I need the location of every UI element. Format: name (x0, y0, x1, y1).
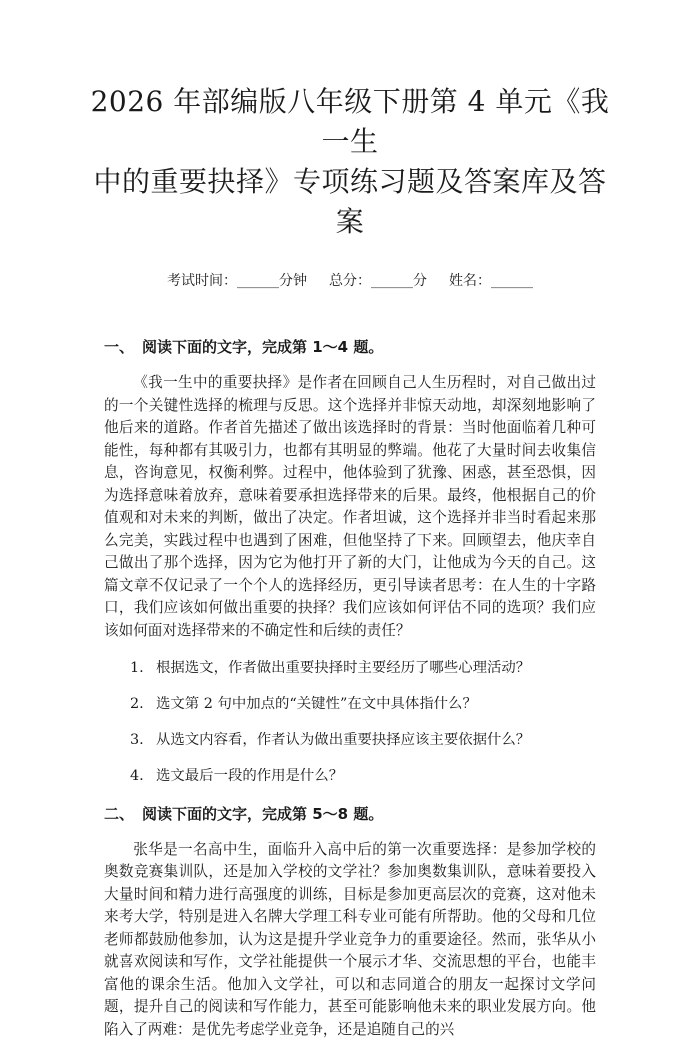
question-item (104, 693, 596, 715)
section-1-passage: 《我一生中的重要抉择》是作者在回顾自己人生历程时，对自己做出过的一个关键性选择的梳理与反思。这个选择并非惊天动地，却深刻地影响了他后来的道路。作者首先描述了做出该选择时的背景：当时他面临着几种可能性，每种都有其吸引力，也都有其明显的弊端。他花了大量时间去收集信息，咨询意见，权衡利弊。过程中，他体验到了犹豫、困惑，甚至恐惧，因为选择意味着放弃，意味着要承担选择带来的后果。最终，他根据自己的价值观和对未来的判断，做出了决定。作者坦诚，这个选择并非当时看起来那么完美，实践过程中也遇到了困难，但他坚持了下来。回顾望去，他庆幸自己做出了那个选择，因为它为他打开了新的大门，让他成为今天的自己。这篇文章不仅记录了一个个人的选择经历，更引导读者思考：在人生的十字路口，我们应该如何做出重要的抉择？我们应该如何评估不同的选项？我们应该如何面对选择带来的不确定性和后续的责任？ (104, 374, 596, 639)
question-item (104, 765, 596, 787)
student-name: 姓名：______ (449, 273, 533, 289)
question-text: 从选文内容看，作者认为做出重要抉择应该主要依据什么？ (156, 731, 531, 748)
section-1-number: 一、 (104, 338, 135, 356)
question-number: 3. (130, 731, 144, 748)
question-text: 选文最后一段的作用是什么？ (156, 767, 344, 784)
exam-time: 考试时间：______分钟 (167, 273, 307, 289)
title-line-2: 中的重要抉择》专项练习题及答案库及答案 (93, 165, 607, 238)
section-2-number: 二、 (104, 804, 135, 823)
question-number: 2. (130, 695, 144, 712)
section-2-title: 阅读下面的文字，完成第 5～8 题。 (142, 804, 384, 823)
question-item (104, 729, 596, 751)
section-2-heading (104, 803, 596, 825)
section-1-title: 阅读下面的文字，完成第 1～4 题。 (142, 338, 384, 356)
exam-score: 总分：______分 (329, 273, 427, 289)
question-number: 4. (130, 767, 144, 784)
question-number: 1. (130, 659, 144, 676)
section-1-heading (104, 336, 596, 358)
title-line-1: 2026 年部编版八年级下册第 4 单元《我一生 (90, 85, 610, 158)
exam-meta (104, 270, 596, 290)
section-2-passage: 张华是一名高中生，面临升入高中后的第一次重要选择：是参加学校的奥数竞赛集训队，还是加入学校的文学社？参加奥数集训队，意味着要投入大量时间和精力进行高强度的训练，目标是参加更高层次的竞赛，这对他未来考大学，特别是进入名牌大学理工科专业可能有所帮助。他的父母和几位老师都鼓励他参加，认为这是提升学业竞争力的重要途径。然而，张华从小就喜欢阅读和写作，文学社能提供一个展示才华、交流思想的平台，也能丰富他的课余生活。他加入文学社，可以和志同道合的朋友一起探讨文学问题，提升自己的阅读和写作能力，甚至可能影响他未来的职业发展方向。他陷入了两难：是优先考虑学业竞争，还是追随自己的兴 (104, 840, 596, 1038)
question-item (104, 657, 596, 679)
question-text: 根据选文，作者做出重要抉择时主要经历了哪些心理活动？ (156, 659, 531, 676)
question-text: 选文第 2 句中加点的“关键性”在文中具体指什么？ (156, 695, 477, 712)
document-title (84, 82, 616, 242)
section-1-questions (104, 657, 596, 787)
